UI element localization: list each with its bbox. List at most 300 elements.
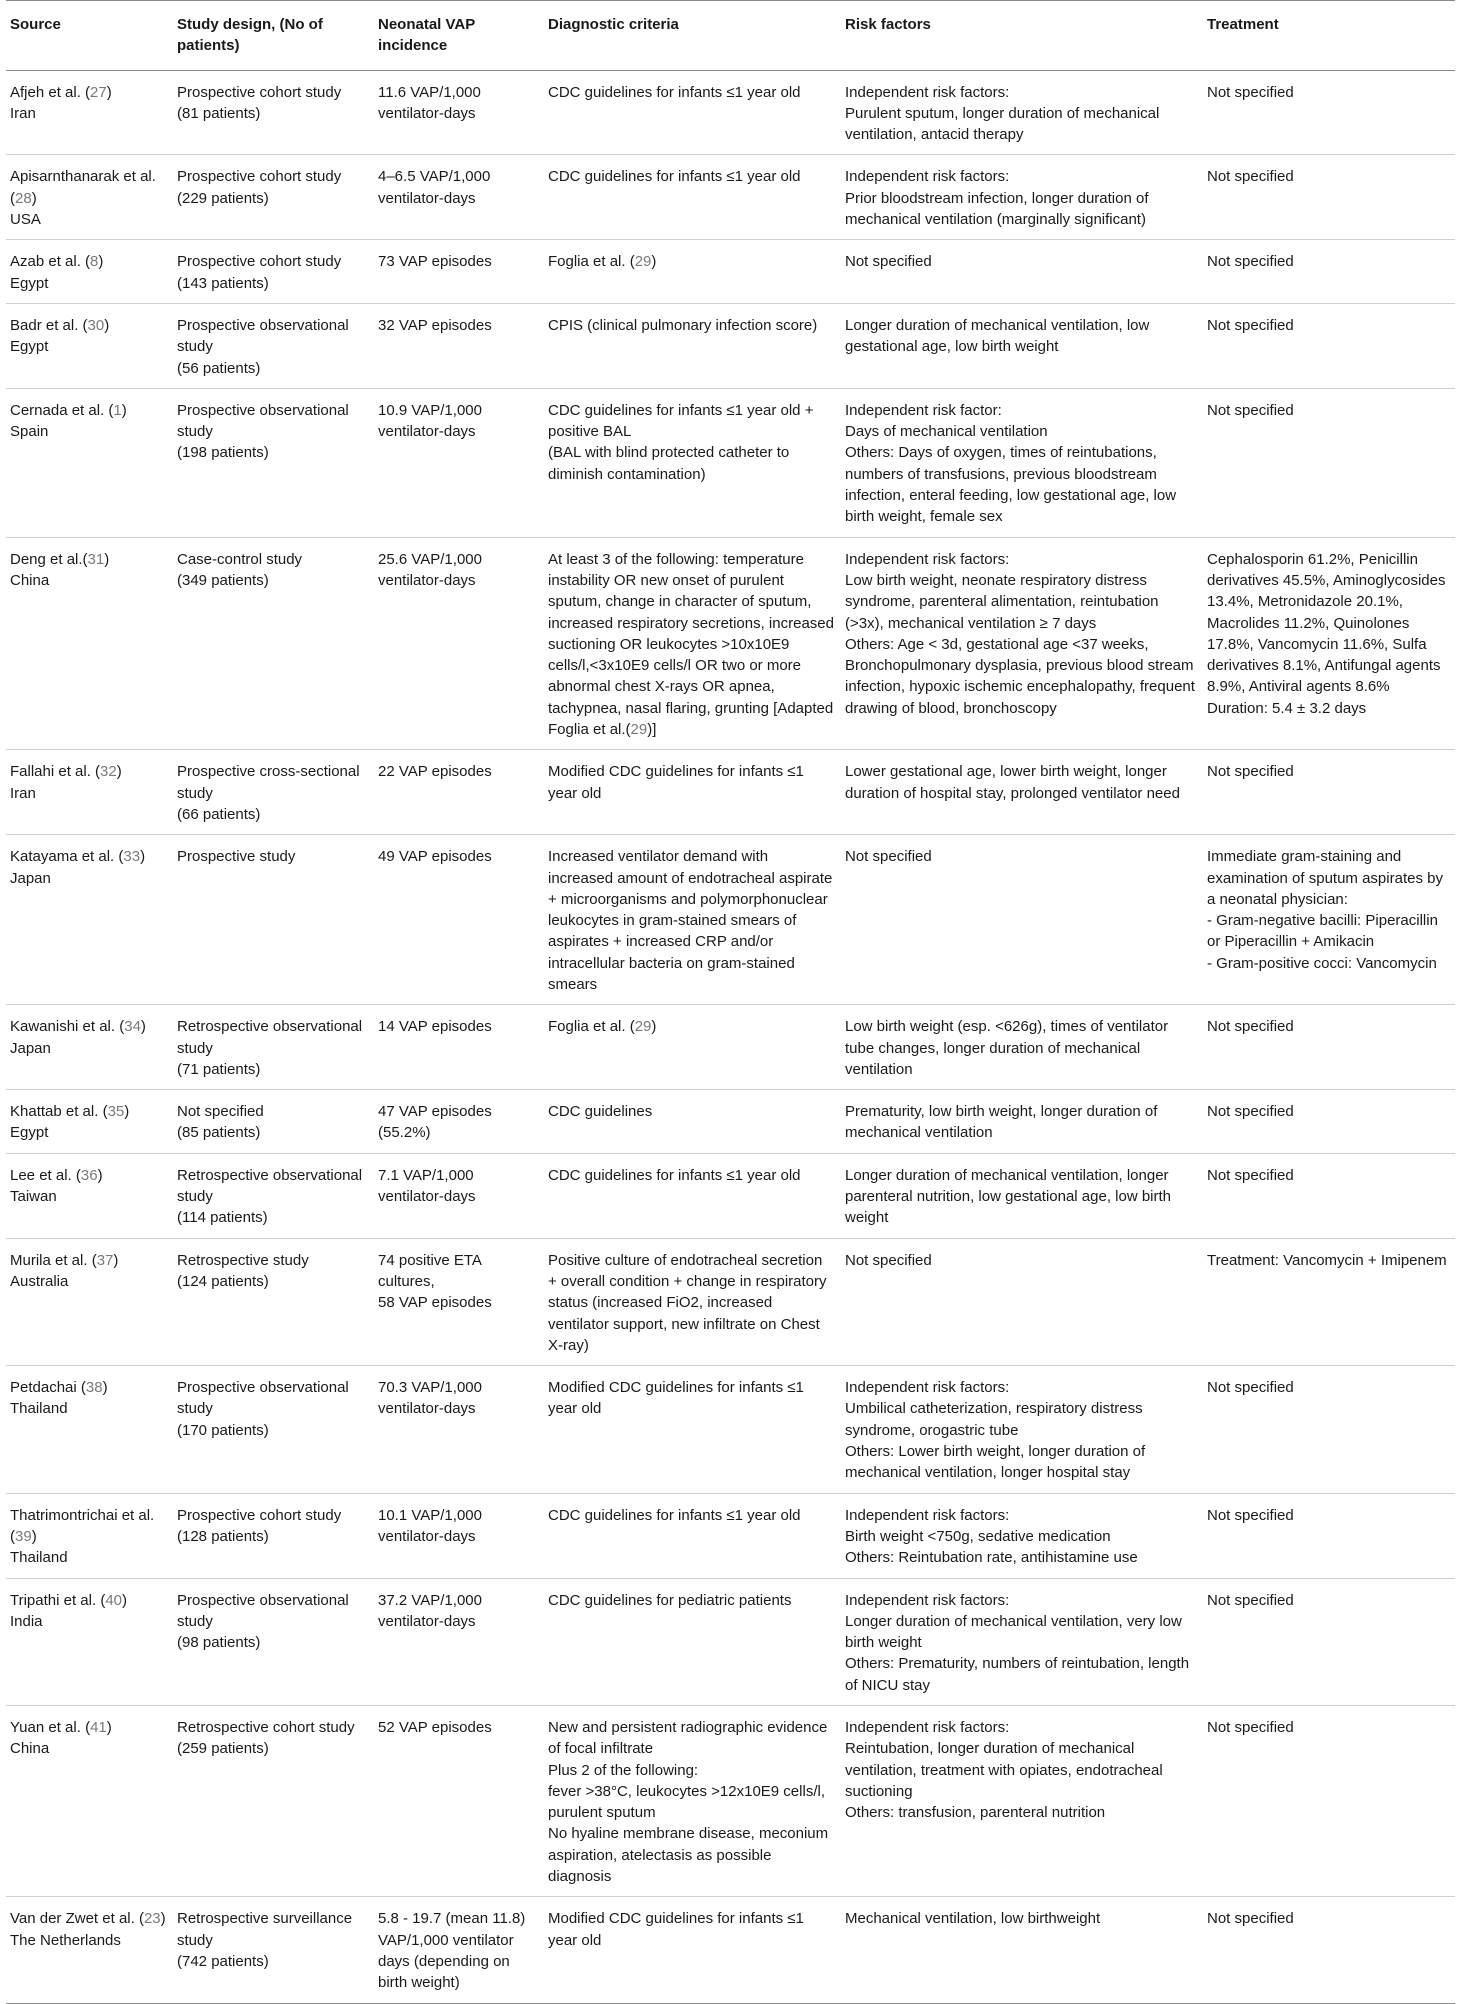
criteria-line: New and persistent radiographic evidence of focal infiltrate <box>548 1719 828 1758</box>
source-ref: 33 <box>123 848 141 866</box>
incidence-line: 25.6 VAP/1,000 ventilator-days <box>378 550 482 589</box>
table-row <box>6 1005 1455 1090</box>
cell-source <box>6 388 173 537</box>
treatment-line: Not specified <box>1207 1166 1294 1184</box>
design-line: (81 patients) <box>177 104 261 122</box>
source-author: Deng et al.(31) <box>10 550 110 568</box>
source-ref: 1 <box>113 401 122 419</box>
source-country: Taiwan <box>10 1188 57 1206</box>
source-ref: 23 <box>143 1910 161 1928</box>
treatment-line: Treatment: Vancomycin + Imipenem <box>1207 1251 1447 1269</box>
design-line: (124 patients) <box>177 1272 269 1290</box>
source-author: Badr et al. (30) <box>10 316 110 334</box>
source-country: The Netherlands <box>10 1931 121 1949</box>
header-row <box>6 1 1455 71</box>
treatment-line: Immediate gram-staining and examination of sputum aspirates by a neonatal physician: <box>1207 848 1443 908</box>
design-line: (742 patients) <box>177 1952 269 1970</box>
source-author: Apisarnthanarak et al. (28) <box>10 168 156 207</box>
cell-study-design <box>173 70 374 155</box>
criteria-ref-number: 29 <box>634 1018 652 1036</box>
risk-line: Longer duration of mechanical ventilation, longer parenteral nutrition, low gestational age, low birth weight <box>845 1166 1172 1227</box>
design-line: Case-control study <box>177 550 303 568</box>
cell-risk-factors <box>841 1153 1203 1238</box>
risk-line: Independent risk factors: <box>845 83 1010 101</box>
cell-study-design <box>173 750 374 835</box>
table-body <box>6 70 1455 2003</box>
criteria-line: At least 3 of the following: temperature instability OR new onset of purulent sputum, change in character of sputum, increased respiratory secretions, increased suctioning OR leukocytes >10x10E9 cells/l,<3x10E9 cells/l OR two or more abnormal chest X-rays OR apnea, tachypnea, nasal flaring, grunting [Adapted Foglia et al.(29)] <box>548 550 834 739</box>
incidence-line: 10.9 VAP/1,000 ventilator-days <box>378 401 482 441</box>
criteria-line: CDC guidelines for pediatric patients <box>548 1591 792 1609</box>
design-line: Prospective cross-sectional study <box>177 763 360 802</box>
source-country: China <box>10 571 50 589</box>
cell-source <box>6 1706 173 1897</box>
cell-treatment <box>1203 835 1455 1005</box>
design-line: Prospective observational study <box>177 1379 349 1418</box>
source-ref: 39 <box>15 1527 32 1545</box>
table-row <box>6 388 1455 537</box>
cell-diagnostic-criteria <box>544 1706 841 1897</box>
cell-study-design <box>173 537 374 750</box>
cell-incidence <box>374 1897 544 2003</box>
treatment-line: Not specified <box>1207 253 1294 271</box>
incidence-line: 32 VAP episodes <box>378 316 492 334</box>
source-author: Cernada et al. (1) <box>10 401 127 419</box>
source-country: India <box>10 1612 43 1630</box>
cell-diagnostic-criteria <box>544 1238 841 1365</box>
risk-line: Prior bloodstream infection, longer duration of mechanical ventilation (marginally significant) <box>845 189 1149 229</box>
risk-line: Birth weight <750g, sedative medication <box>845 1527 1111 1545</box>
risk-line: Umbilical catheterization, respiratory distress syndrome, orogastric tube <box>845 1400 1143 1439</box>
table-row <box>6 1366 1455 1493</box>
design-line: (349 patients) <box>177 571 269 589</box>
incidence-line: 10.1 VAP/1,000 ventilator-days <box>378 1506 482 1545</box>
design-line: (259 patients) <box>177 1740 269 1758</box>
treatment-line: Not specified <box>1207 401 1294 419</box>
source-country: Egypt <box>10 338 49 356</box>
incidence-line: 11.6 VAP/1,000 ventilator-days <box>378 83 481 122</box>
risk-line: Others: Lower birth weight, longer duration of mechanical ventilation, longer hospital stay <box>845 1443 1146 1482</box>
criteria-line: Modified CDC guidelines for infants ≤1 year old <box>548 763 804 802</box>
cell-study-design <box>173 1706 374 1897</box>
cell-treatment <box>1203 750 1455 835</box>
cell-incidence <box>374 388 544 537</box>
source-author: Katayama et al. (33) <box>10 848 146 866</box>
cell-incidence <box>374 70 544 155</box>
cell-risk-factors <box>841 1366 1203 1493</box>
incidence-line: 58 VAP episodes <box>378 1294 492 1312</box>
cell-treatment <box>1203 1366 1455 1493</box>
criteria-line: Modified CDC guidelines for infants ≤1 year old <box>548 1910 804 1949</box>
cell-risk-factors <box>841 1090 1203 1154</box>
risk-line: Others: transfusion, parenteral nutrition <box>845 1804 1106 1822</box>
cell-incidence <box>374 1366 544 1493</box>
source-country: Australia <box>10 1272 69 1290</box>
cell-study-design <box>173 835 374 1005</box>
vap-studies-table <box>6 0 1455 2004</box>
risk-line: Independent risk factors: <box>845 1506 1010 1524</box>
source-ref: 41 <box>90 1719 107 1736</box>
design-line: Retrospective surveillance study <box>177 1910 353 1949</box>
source-country: Egypt <box>10 274 49 292</box>
incidence-line: 49 VAP episodes <box>378 848 492 866</box>
criteria-line: CDC guidelines for infants ≤1 year old <box>548 168 801 186</box>
cell-source <box>6 1090 173 1154</box>
source-author: Kawanishi et al. (34) <box>10 1018 146 1036</box>
source-country: Japan <box>10 1039 51 1057</box>
table-row <box>6 537 1455 750</box>
header-study-design: Study design, (No of patients) <box>177 16 323 55</box>
design-line: Prospective cohort study <box>177 83 342 101</box>
criteria-line: Plus 2 of the following: <box>548 1761 699 1779</box>
criteria-line: No hyaline membrane disease, meconium aspiration, atelectasis as possible diagnosis <box>548 1825 829 1886</box>
cell-diagnostic-criteria <box>544 303 841 388</box>
source-author: Yuan et al. (41) <box>10 1719 112 1736</box>
treatment-line: Cephalosporin 61.2%, Penicillin derivatives 45.5%, Aminoglycosides 13.4%, Metronidazole 20.1%, Macrolides 11.2%, Quinolones 17.8%, Vancomycin 11.6%, Sulfa derivatives 8.1%, Antifungal agents 8.9%, Antiviral agents 8.6% Duration: 5.4 ± 3.2 days <box>1207 550 1446 717</box>
incidence-line: 7.1 VAP/1,000 ventilator-days <box>378 1166 476 1206</box>
design-line: (66 patients) <box>177 805 261 823</box>
cell-diagnostic-criteria <box>544 1005 841 1090</box>
cell-study-design <box>173 1153 374 1238</box>
source-author: Lee et al. (36) <box>10 1166 103 1184</box>
source-ref: 38 <box>85 1379 103 1397</box>
cell-risk-factors <box>841 70 1203 155</box>
cell-incidence <box>374 155 544 240</box>
cell-incidence <box>374 835 544 1005</box>
treatment-line: Not specified <box>1207 1591 1294 1609</box>
table-row <box>6 1153 1455 1238</box>
incidence-line: 4–6.5 VAP/1,000 ventilator-days <box>378 168 491 207</box>
criteria-line: CDC guidelines for infants ≤1 year old + positive BAL <box>548 401 814 441</box>
treatment-line: - Gram-positive cocci: Vancomycin <box>1207 954 1437 972</box>
cell-source <box>6 70 173 155</box>
risk-line: Not specified <box>845 1251 932 1269</box>
source-country: Iran <box>10 104 36 122</box>
risk-line: Low birth weight (esp. <626g), times of ventilator tube changes, longer duration of mechanical ventilation <box>845 1018 1169 1078</box>
design-line: (170 patients) <box>177 1421 269 1439</box>
cell-diagnostic-criteria <box>544 1366 841 1493</box>
incidence-line: 70.3 VAP/1,000 ventilator-days <box>378 1379 482 1418</box>
criteria-line: CDC guidelines for infants ≤1 year old <box>548 1166 801 1184</box>
treatment-line: Not specified <box>1207 1103 1294 1121</box>
treatment-line: - Gram-negative bacilli: Piperacillin or Piperacillin + Amikacin <box>1207 912 1438 951</box>
table-row <box>6 1706 1455 1897</box>
treatment-line: Not specified <box>1207 168 1294 186</box>
cell-incidence <box>374 1706 544 1897</box>
source-ref: 32 <box>100 763 117 781</box>
table-row <box>6 70 1455 155</box>
cell-incidence <box>374 537 544 750</box>
cell-source <box>6 1493 173 1578</box>
cell-incidence <box>374 1153 544 1238</box>
cell-study-design <box>173 1090 374 1154</box>
risk-line: Reintubation, longer duration of mechanical ventilation, treatment with opiates, endotracheal suctioning <box>845 1740 1163 1800</box>
source-country: Iran <box>10 784 36 802</box>
source-ref: 36 <box>80 1166 98 1184</box>
risk-line: Independent risk factors: <box>845 1379 1010 1397</box>
cell-treatment <box>1203 155 1455 240</box>
table-row <box>6 1578 1455 1705</box>
cell-source <box>6 1578 173 1705</box>
source-ref: 28 <box>15 189 32 207</box>
design-line: (143 patients) <box>177 274 269 292</box>
design-line: (128 patients) <box>177 1527 269 1545</box>
cell-treatment <box>1203 303 1455 388</box>
cell-risk-factors <box>841 537 1203 750</box>
cell-risk-factors <box>841 1493 1203 1578</box>
design-line: Retrospective observational study <box>177 1018 363 1057</box>
cell-risk-factors <box>841 1578 1203 1705</box>
design-line: (198 patients) <box>177 444 269 462</box>
cell-diagnostic-criteria <box>544 750 841 835</box>
design-line: Prospective cohort study <box>177 253 342 271</box>
treatment-line: Not specified <box>1207 763 1294 781</box>
source-ref: 34 <box>124 1018 141 1036</box>
cell-treatment <box>1203 388 1455 537</box>
cell-diagnostic-criteria <box>544 388 841 537</box>
design-line: (85 patients) <box>177 1124 261 1142</box>
cell-treatment <box>1203 1238 1455 1365</box>
risk-line: Purulent sputum, longer duration of mechanical ventilation, antacid therapy <box>845 104 1160 144</box>
cell-incidence <box>374 1238 544 1365</box>
incidence-line: 22 VAP episodes <box>378 763 492 781</box>
header-treatment: Treatment <box>1207 16 1279 33</box>
cell-study-design <box>173 303 374 388</box>
risk-line: Longer duration of mechanical ventilation, very low birth weight <box>845 1612 1182 1652</box>
risk-line: Others: Age < 3d, gestational age <37 weeks, Bronchopulmonary dysplasia, previous blood stream infection, hypoxic ischemic encephalopathy, frequent drawing of blood, bronchoscopy <box>845 635 1195 717</box>
header-incidence: Neonatal VAP incidence <box>378 16 475 55</box>
incidence-line: 14 VAP episodes <box>378 1018 492 1036</box>
cell-source <box>6 1366 173 1493</box>
treatment-line: Not specified <box>1207 316 1294 334</box>
risk-line: Prematurity, low birth weight, longer duration of mechanical ventilation <box>845 1103 1158 1142</box>
design-line: Prospective observational study <box>177 1591 349 1630</box>
design-line: Not specified <box>177 1103 264 1121</box>
criteria-line: fever >38°C, leukocytes >12x10E9 cells/l, purulent sputum <box>548 1782 825 1822</box>
design-line: Prospective cohort study <box>177 168 342 186</box>
source-ref: 31 <box>87 550 105 568</box>
criteria-ref-number: 29 <box>630 721 648 739</box>
incidence-line: 52 VAP episodes <box>378 1719 492 1736</box>
source-country: Japan <box>10 869 51 887</box>
cell-treatment <box>1203 1493 1455 1578</box>
cell-diagnostic-criteria <box>544 1153 841 1238</box>
design-line: Retrospective cohort study <box>177 1719 355 1736</box>
cell-diagnostic-criteria <box>544 155 841 240</box>
source-ref: 35 <box>107 1103 125 1121</box>
cell-risk-factors <box>841 240 1203 304</box>
incidence-line: 74 positive ETA cultures, <box>378 1251 482 1290</box>
cell-source <box>6 1005 173 1090</box>
cell-diagnostic-criteria <box>544 70 841 155</box>
source-country: Thailand <box>10 1549 68 1567</box>
criteria-line: Positive culture of endotracheal secretion + overall condition + change in respiratory status (increased FiO2, increased ventilator support, new infiltrate on Chest X-ray) <box>548 1251 827 1354</box>
cell-source <box>6 1897 173 2003</box>
design-line: Prospective observational study <box>177 401 349 441</box>
risk-line: Mechanical ventilation, low birthweight <box>845 1910 1101 1928</box>
cell-risk-factors <box>841 1238 1203 1365</box>
cell-treatment <box>1203 1090 1455 1154</box>
cell-source <box>6 303 173 388</box>
design-line: (229 patients) <box>177 189 269 207</box>
cell-study-design <box>173 388 374 537</box>
source-author: Khattab et al. (35) <box>10 1103 130 1121</box>
incidence-line: 37.2 VAP/1,000 ventilator-days <box>378 1591 482 1630</box>
cell-risk-factors <box>841 835 1203 1005</box>
criteria-ref-number: 29 <box>634 253 652 271</box>
treatment-line: Not specified <box>1207 1379 1294 1397</box>
criteria-line: (BAL with blind protected catheter to diminish contamination) <box>548 444 790 483</box>
cell-incidence <box>374 750 544 835</box>
cell-study-design <box>173 1366 374 1493</box>
criteria-line: CPIS (clinical pulmonary infection score) <box>548 316 818 334</box>
design-line: Prospective study <box>177 848 296 866</box>
risk-line: Others: Days of oxygen, times of reintubations, numbers of transfusions, previous bloodstream infection, enteral feeding, low gestational age, low birth weight, female sex <box>845 444 1177 526</box>
table-row <box>6 750 1455 835</box>
table-row <box>6 1238 1455 1365</box>
cell-source <box>6 537 173 750</box>
cell-study-design <box>173 1493 374 1578</box>
header-diagnostic-criteria: Diagnostic criteria <box>548 16 679 33</box>
cell-risk-factors <box>841 1005 1203 1090</box>
cell-study-design <box>173 1578 374 1705</box>
cell-diagnostic-criteria <box>544 240 841 304</box>
criteria-line: Increased ventilator demand with increased amount of endotracheal aspirate + microorganisms and polymorphonuclear leukocytes in gram-stained smears of aspirates + increased CRP and/or intracellular bacteria on gram-stained smears <box>548 848 833 993</box>
risk-line: Days of mechanical ventilation <box>845 423 1048 441</box>
criteria-line: CDC guidelines for infants ≤1 year old <box>548 83 801 101</box>
cell-study-design <box>173 1005 374 1090</box>
incidence-line: 47 VAP episodes (55.2%) <box>378 1103 492 1142</box>
design-line: Retrospective observational study <box>177 1166 363 1206</box>
cell-incidence <box>374 1578 544 1705</box>
criteria-line: CDC guidelines for infants ≤1 year old <box>548 1506 801 1524</box>
table-row <box>6 1897 1455 2003</box>
source-ref: 40 <box>105 1591 123 1609</box>
cell-incidence <box>374 1090 544 1154</box>
treatment-line: Not specified <box>1207 1719 1294 1736</box>
cell-diagnostic-criteria <box>544 1897 841 2003</box>
cell-risk-factors <box>841 1897 1203 2003</box>
treatment-line: Not specified <box>1207 1506 1294 1524</box>
treatment-line: Not specified <box>1207 1910 1294 1928</box>
table-row <box>6 303 1455 388</box>
incidence-line: 5.8 - 19.7 (mean 11.8) VAP/1,000 ventilator days (depending on birth weight) <box>378 1910 526 1992</box>
cell-incidence <box>374 303 544 388</box>
cell-diagnostic-criteria <box>544 1578 841 1705</box>
design-line: (98 patients) <box>177 1634 261 1652</box>
criteria-line: CDC guidelines <box>548 1103 653 1121</box>
cell-treatment <box>1203 240 1455 304</box>
source-author: Thatrimontrichai et al. (39) <box>10 1506 155 1545</box>
cell-incidence <box>374 1005 544 1090</box>
cell-study-design <box>173 240 374 304</box>
cell-source <box>6 835 173 1005</box>
criteria-reference: Foglia et al. (29) <box>548 253 657 271</box>
incidence-line: 73 VAP episodes <box>378 253 492 271</box>
cell-risk-factors <box>841 303 1203 388</box>
source-author: Fallahi et al. (32) <box>10 763 122 781</box>
table-row <box>6 1090 1455 1154</box>
source-author: Afjeh et al. (27) <box>10 83 112 101</box>
risk-line: Not specified <box>845 848 932 866</box>
cell-risk-factors <box>841 1706 1203 1897</box>
risk-line: Independent risk factor: <box>845 401 1002 419</box>
risk-line: Independent risk factors: <box>845 550 1010 568</box>
cell-treatment <box>1203 1706 1455 1897</box>
design-line: (71 patients) <box>177 1060 261 1078</box>
source-ref: 27 <box>90 83 107 101</box>
cell-treatment <box>1203 537 1455 750</box>
criteria-line: Modified CDC guidelines for infants ≤1 year old <box>548 1379 804 1418</box>
design-line: Prospective cohort study <box>177 1506 342 1524</box>
cell-diagnostic-criteria <box>544 1493 841 1578</box>
cell-treatment <box>1203 1005 1455 1090</box>
cell-treatment <box>1203 1578 1455 1705</box>
cell-study-design <box>173 1897 374 2003</box>
source-author: Murila et al. (37) <box>10 1251 119 1269</box>
cell-risk-factors <box>841 155 1203 240</box>
risk-line: Not specified <box>845 253 932 271</box>
risk-line: Low birth weight, neonate respiratory distress syndrome, parenteral alimentation, reintubation (>3x), mechanical ventilation ≥ 7 days <box>845 571 1159 632</box>
risk-line: Others: Prematurity, numbers of reintubation, length of NICU stay <box>845 1655 1190 1694</box>
treatment-line: Not specified <box>1207 83 1294 101</box>
source-author: Petdachai (38) <box>10 1379 108 1397</box>
cell-source <box>6 155 173 240</box>
header-source: Source <box>10 16 61 33</box>
cell-source <box>6 750 173 835</box>
design-line: (56 patients) <box>177 359 261 377</box>
cell-diagnostic-criteria <box>544 537 841 750</box>
design-line: Retrospective study <box>177 1251 309 1269</box>
table-header <box>6 1 1455 71</box>
table-row <box>6 155 1455 240</box>
cell-treatment <box>1203 1897 1455 2003</box>
cell-diagnostic-criteria <box>544 835 841 1005</box>
source-author: Van der Zwet et al. (23) <box>10 1910 166 1928</box>
cell-incidence <box>374 240 544 304</box>
cell-source <box>6 1153 173 1238</box>
risk-line: Independent risk factors: <box>845 1591 1010 1609</box>
source-ref: 8 <box>90 253 99 271</box>
criteria-reference: Foglia et al. (29) <box>548 1018 657 1036</box>
risk-line: Longer duration of mechanical ventilation, low gestational age, low birth weight <box>845 316 1150 356</box>
treatment-line: Not specified <box>1207 1018 1294 1036</box>
cell-risk-factors <box>841 388 1203 537</box>
source-country: Spain <box>10 423 49 441</box>
cell-treatment <box>1203 1153 1455 1238</box>
table-row <box>6 1493 1455 1578</box>
source-author: Azab et al. (8) <box>10 253 104 271</box>
source-country: Thailand <box>10 1400 68 1418</box>
table-row <box>6 835 1455 1005</box>
cell-source <box>6 1238 173 1365</box>
cell-risk-factors <box>841 750 1203 835</box>
table-row <box>6 240 1455 304</box>
header-risk-factors: Risk factors <box>845 16 931 33</box>
cell-treatment <box>1203 70 1455 155</box>
cell-source <box>6 240 173 304</box>
source-ref: 37 <box>96 1251 114 1269</box>
cell-incidence <box>374 1493 544 1578</box>
source-ref: 30 <box>87 316 105 334</box>
source-country: USA <box>10 211 41 229</box>
source-country: China <box>10 1740 50 1758</box>
risk-line: Lower gestational age, lower birth weight, longer duration of hospital stay, prolonged ventilator need <box>845 763 1180 802</box>
source-author: Tripathi et al. (40) <box>10 1591 128 1609</box>
cell-diagnostic-criteria <box>544 1090 841 1154</box>
risk-line: Independent risk factors: <box>845 1719 1010 1736</box>
design-line: Prospective observational study <box>177 316 349 356</box>
risk-line: Others: Reintubation rate, antihistamine use <box>845 1549 1138 1567</box>
